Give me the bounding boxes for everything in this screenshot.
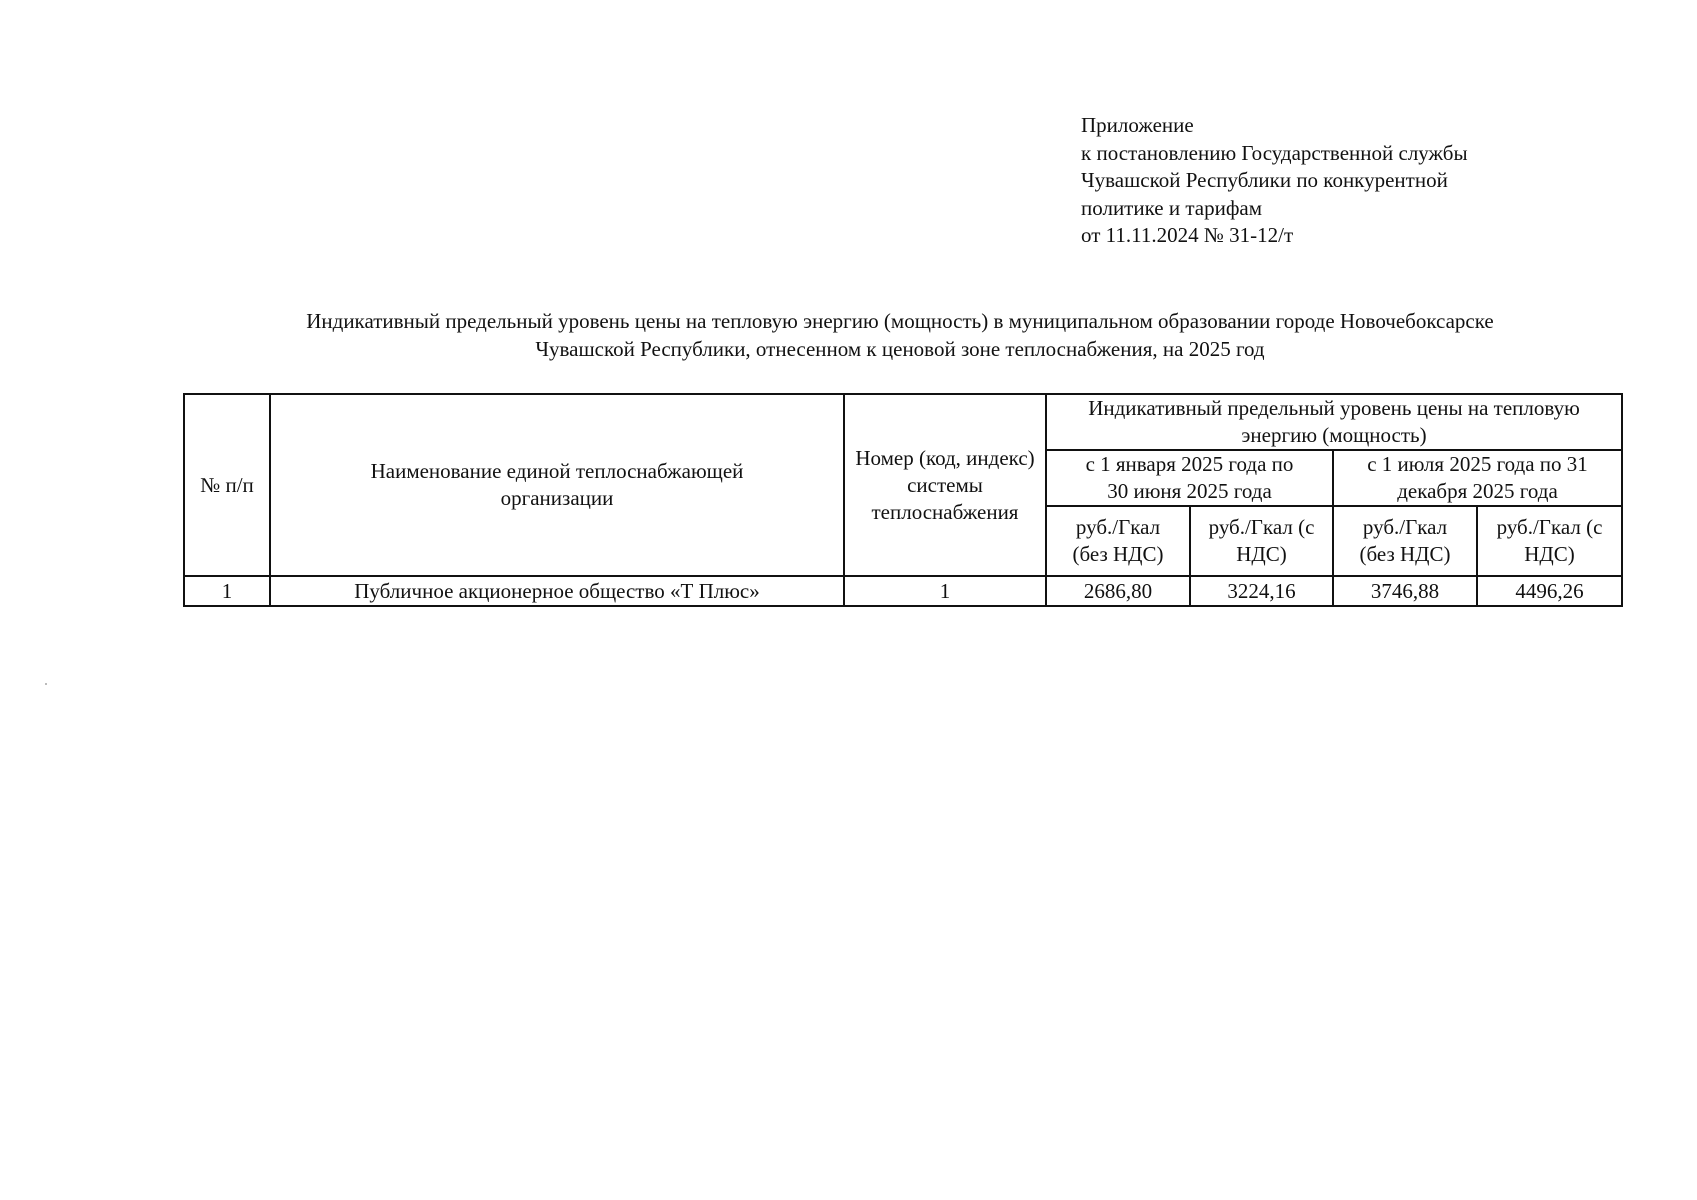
cell-p1-vat: 3224,16 <box>1190 576 1333 606</box>
table-row <box>184 576 1622 606</box>
cell-organization: Публичное акционерное общество «Т Плюс» <box>270 576 844 606</box>
annex-line: к постановлению Государственной службы <box>1081 140 1468 165</box>
header-p1-vat: руб./Гкал (с НДС) <box>1190 506 1333 576</box>
tariff-table <box>183 393 1623 607</box>
annex-line: Приложение <box>1081 113 1194 137</box>
annex-block <box>1081 112 1468 250</box>
cell-p2-vat: 4496,26 <box>1477 576 1622 606</box>
cell-p1-no-vat: 2686,80 <box>1046 576 1190 606</box>
header-period-1: с 1 января 2025 года по 30 июня 2025 года <box>1046 450 1333 506</box>
cell-system-number: 1 <box>844 576 1046 606</box>
cell-num: 1 <box>184 576 270 606</box>
header-price-group: Индикативный предельный уровень цены на тепловую энергию (мощность) <box>1046 394 1622 450</box>
document-title-line: Чувашской Республики, отнесенном к ценовой зоне теплоснабжения, на 2025 год <box>535 337 1265 361</box>
annex-date-number: от 11.11.2024 № 31-12/т <box>1081 223 1294 247</box>
header-p2-no-vat: руб./Гкал (без НДС) <box>1333 506 1477 576</box>
header-p1-no-vat: руб./Гкал (без НДС) <box>1046 506 1190 576</box>
document-title-line: Индикативный предельный уровень цены на тепловую энергию (мощность) в муниципальном образовании городе Новочебоксарске <box>306 309 1494 333</box>
annex-line: Чувашской Республики по конкурентной <box>1081 168 1448 192</box>
header-num: № п/п <box>184 394 270 576</box>
header-p2-vat: руб./Гкал (с НДС) <box>1477 506 1622 576</box>
header-period-2: с 1 июля 2025 года по 31 декабря 2025 года <box>1333 450 1622 506</box>
scan-speck <box>45 683 47 685</box>
cell-p2-no-vat: 3746,88 <box>1333 576 1477 606</box>
annex-line: политике и тарифам <box>1081 195 1263 220</box>
header-system-number: Номер (код, индекс) системы теплоснабжения <box>844 394 1046 576</box>
header-organization: Наименование единой теплоснабжающей организации <box>270 394 844 576</box>
document-title <box>180 307 1620 363</box>
